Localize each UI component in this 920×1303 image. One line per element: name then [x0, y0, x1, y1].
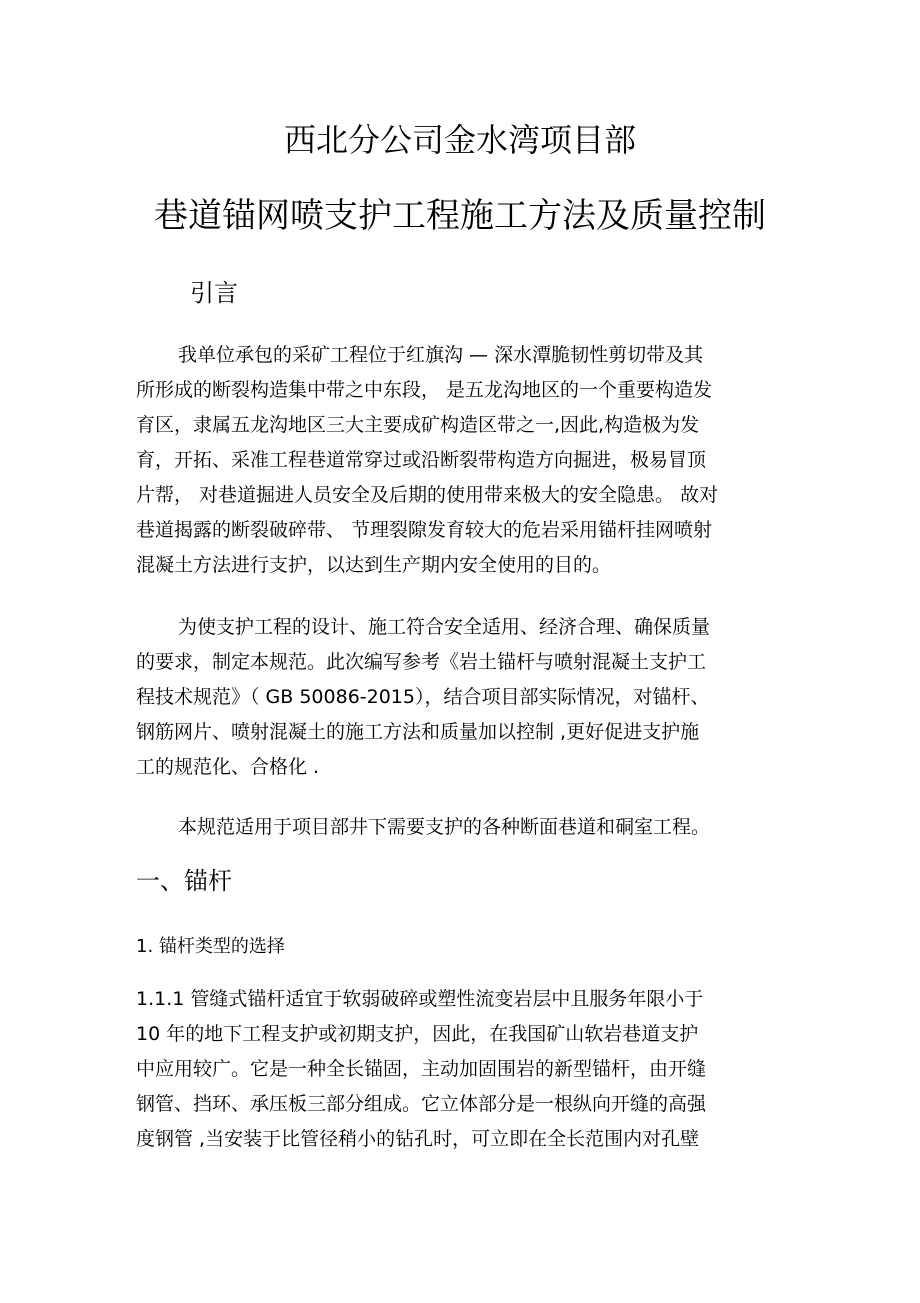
intro-paragraph-1	[136, 338, 776, 583]
text-line: 工的规范化、合格化 .	[136, 756, 320, 778]
text-line: 的要求，制定本规范。此次编写参考《岩土锚杆与喷射混凝土支护工	[136, 651, 707, 673]
text-line: 度钢管 ,当安装于比管径稍小的钻孔时，可立即在全长范围内对孔壁	[136, 1128, 700, 1150]
text-line: 钢管、挡环、承压板三部分组成。它立体部分是一根纵向开缝的高强	[136, 1093, 707, 1115]
intro-paragraph-3	[136, 810, 776, 845]
text-line: 10 年的地下工程支护或初期支护，因此，在我国矿山软岩巷道支护	[136, 1023, 699, 1045]
section-1-heading: 一、锚杆	[136, 867, 232, 895]
document-title-line-2: 巷道锚网喷支护工程施工方法及质量控制	[154, 196, 766, 236]
subsection-1-heading: 1. 锚杆类型的选择	[136, 936, 285, 957]
text-line: 为使支护工程的设计、施工符合安全适用、经济合理、确保质量	[178, 616, 711, 638]
text-line: 片帮， 对巷道掘进人员安全及后期的使用带来极大的安全隐患。 故对	[136, 484, 719, 506]
text-line: 育，开拓、采准工程巷道常穿过或沿断裂带构造方向掘进，极易冒顶	[136, 449, 707, 471]
text-line: 育区，隶属五龙沟地区三大主要成矿构造区带之一,因此,构造极为发	[136, 414, 700, 436]
text-line: 程技术规范》（ GB 50086-2015），结合项目部实际情况，对锚杆、	[136, 686, 710, 708]
text-line: 本规范适用于项目部井下需要支护的各种断面巷道和硐室工程。	[178, 816, 711, 838]
text-line: 我单位承包的采矿工程位于红旗沟 — 深水潭脆韧性剪切带及其	[178, 344, 704, 366]
section-1-paragraph	[136, 982, 776, 1157]
text-line: 1.1.1 管缝式锚杆适宜于软弱破碎或塑性流变岩层中且服务年限小于	[136, 988, 704, 1010]
document-title-line-1: 西北分公司金水湾项目部	[283, 121, 636, 159]
text-line: 钢筋网片、喷射混凝土的施工方法和质量加以控制 ,更好促进支护施	[136, 721, 700, 743]
text-line: 所形成的断裂构造集中带之中东段， 是五龙沟地区的一个重要构造发	[136, 379, 713, 401]
intro-heading: 引言	[190, 279, 238, 307]
text-line: 混凝土方法进行支护，以达到生产期内安全使用的目的。	[136, 554, 612, 576]
text-line: 中应用较广。它是一种全长锚固，主动加固围岩的新型锚杆，由开缝	[136, 1058, 707, 1080]
text-line: 巷道揭露的断裂破碎带、 节理裂隙发育较大的危岩采用锚杆挂网喷射	[136, 519, 713, 541]
intro-paragraph-2	[136, 610, 776, 785]
